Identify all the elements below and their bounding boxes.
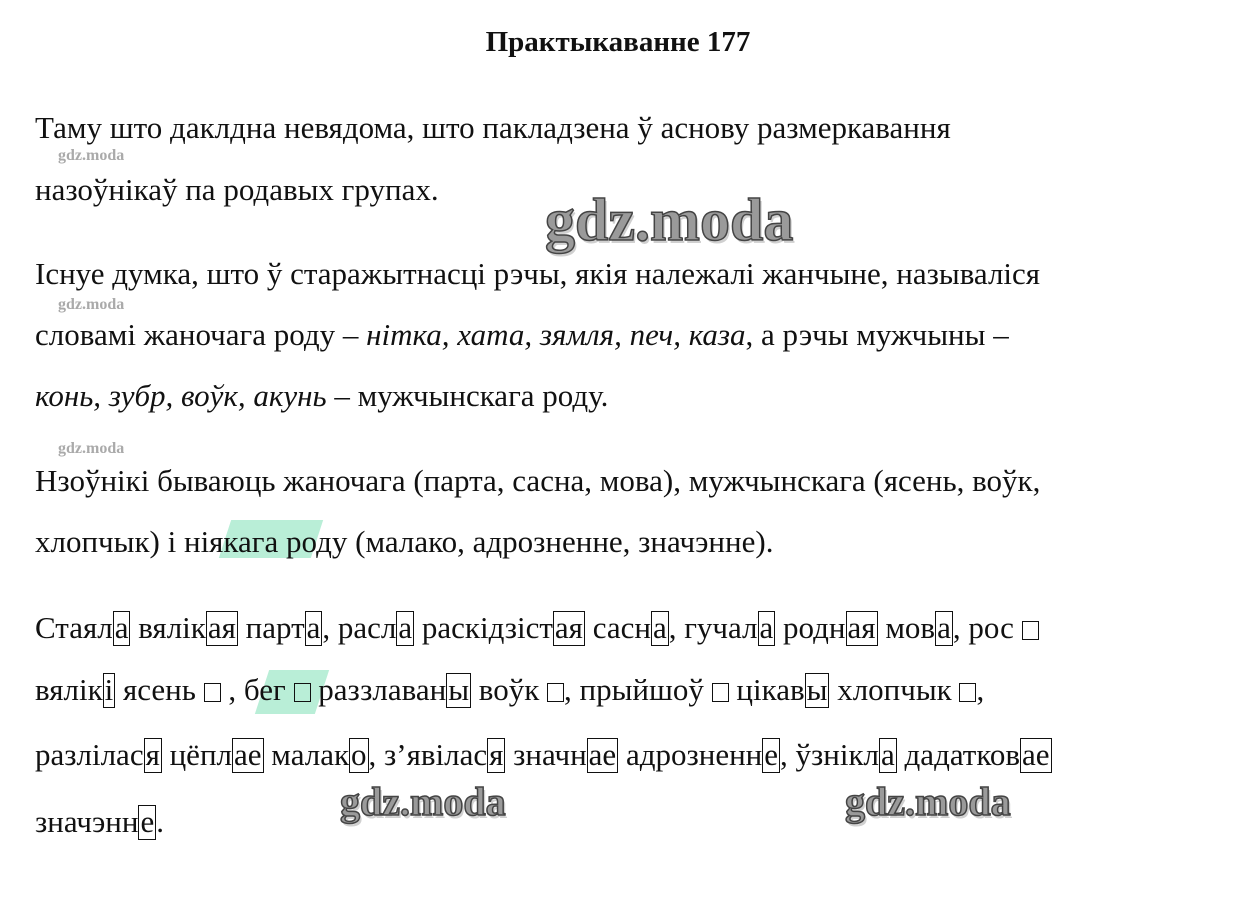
word-text: , з’явілас <box>368 737 488 772</box>
word-text: , гучал <box>668 610 758 645</box>
word-text: воўк <box>471 672 548 707</box>
empty-ending-box <box>547 683 564 702</box>
watermark-large-3: gdz.moda <box>845 779 1011 824</box>
word-text: ясень <box>115 672 204 707</box>
para3-line2: хлопчык) і ніякага роду (малако, адрозненне, значэнне). <box>35 524 774 559</box>
word-text: , рос <box>952 610 1022 645</box>
para2-line1: Існуе думка, што ў старажытнасці рэчы, якія належалі жанчыне, называліся <box>35 256 1041 291</box>
word-text: , прыйшоў <box>564 672 712 707</box>
empty-ending-box <box>1022 621 1039 640</box>
word-text: разлілас <box>35 737 144 772</box>
empty-ending-box <box>712 683 729 702</box>
word-text: вялік <box>35 672 103 707</box>
word-text: значн <box>505 737 587 772</box>
para1-line1: Таму што даклдна невядома, што пакладзена ў аснову размеркавання <box>35 110 951 145</box>
word-text: значэнн <box>35 804 139 839</box>
para2-masculine-examples: конь, зубр, воўк, акунь <box>35 378 327 413</box>
page-title: Практыкаванне 177 <box>485 26 751 58</box>
para2-line3-text-b: – мужчынскага роду. <box>326 378 609 413</box>
watermark-small-1: gdz.moda <box>58 147 125 164</box>
word-text: мов <box>877 610 936 645</box>
ending-box: ы <box>806 672 828 707</box>
para1-line2: назоўнікаў па родавых групах. <box>35 172 439 207</box>
ending-box: а <box>306 610 321 645</box>
ending-box: ая <box>847 610 876 645</box>
ending-box: а <box>881 737 895 772</box>
word-text: адрозненн <box>618 737 763 772</box>
para2-line2-text-a: словамі жаночага роду – <box>35 317 367 352</box>
word-text: , <box>976 672 985 707</box>
ending-box: а <box>937 610 951 645</box>
para2-line3 <box>35 376 608 416</box>
watermark-small-3: gdz.moda <box>58 440 125 457</box>
para2-line2 <box>35 315 1009 355</box>
word-text: вялік <box>130 610 206 645</box>
ending-box: я <box>489 737 504 772</box>
empty-ending-box <box>294 683 311 702</box>
word-text: , расл <box>322 610 397 645</box>
ending-box: е <box>764 737 779 772</box>
watermark-small-2: gdz.moda <box>58 296 125 313</box>
ending-box: а <box>114 610 129 645</box>
exercise-line-1 <box>35 608 1039 648</box>
ending-box: ая <box>554 610 583 645</box>
word-text: дадатков <box>896 737 1020 772</box>
empty-ending-box <box>959 683 976 702</box>
word-text: , ўзнікл <box>780 737 880 772</box>
word-text: родн <box>775 610 846 645</box>
watermark-large-1: gdz.moda <box>545 187 794 253</box>
ending-box: ае <box>588 737 617 772</box>
word-text: сасн <box>584 610 651 645</box>
ending-box: ая <box>207 610 236 645</box>
ending-box: ы <box>448 672 470 707</box>
word-text: парт <box>237 610 305 645</box>
word-text: цёпл <box>161 737 233 772</box>
word-text: цікав <box>728 672 805 707</box>
exercise-line-4 <box>35 802 164 842</box>
word-text: раскідзіст <box>414 610 553 645</box>
word-text: раззлаван <box>310 672 447 707</box>
ending-box: а <box>398 610 413 645</box>
word-text: , бег <box>220 672 294 707</box>
ending-box: і <box>104 672 114 707</box>
word-text: хлопчык <box>829 672 960 707</box>
word-text: Стаял <box>35 610 113 645</box>
exercise-line-2 <box>35 670 984 710</box>
para2-line2-text-c: , а рэчы мужчыны – <box>745 317 1009 352</box>
ending-box: а <box>652 610 667 645</box>
ending-box: е <box>140 804 155 839</box>
ending-box: а <box>759 610 774 645</box>
word-text: . <box>156 804 164 839</box>
word-text: малак <box>263 737 350 772</box>
ending-box: я <box>145 737 160 772</box>
ending-box: ае <box>234 737 262 772</box>
para3-line1: Нзоўнікі бываюць жаночага (парта, сасна, мова), мужчынскага (ясень, воўк, <box>35 463 1041 498</box>
ending-box: ае <box>1021 737 1050 772</box>
watermark-large-2: gdz.moda <box>340 779 506 824</box>
para2-feminine-examples: нітка, хата, зямля, печ, каза <box>366 317 746 352</box>
exercise-line-3 <box>35 735 1052 775</box>
empty-ending-box <box>204 683 221 702</box>
ending-box: о <box>351 737 367 772</box>
